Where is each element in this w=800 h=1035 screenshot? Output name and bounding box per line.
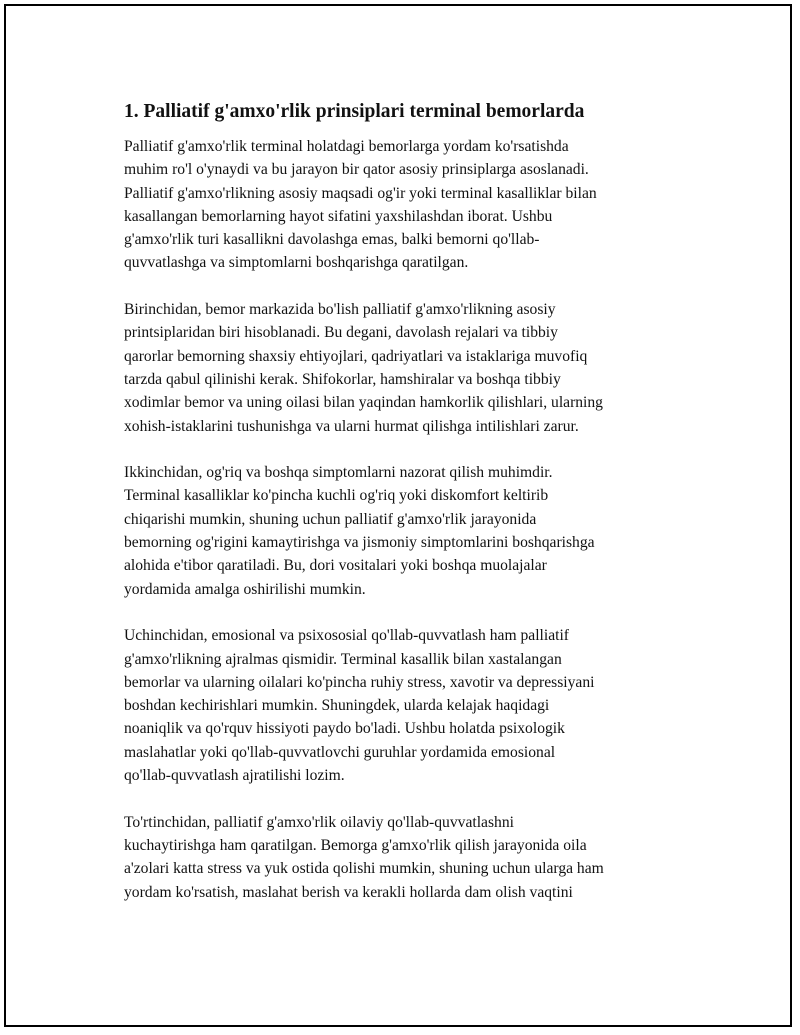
paragraph-first-principle <box>124 298 699 438</box>
text-line: Terminal kasalliklar ko'pincha kuchli og'riq yoki diskomfort keltirib <box>124 487 549 505</box>
text-line: printsiplaridan biri hisoblanadi. Bu degani, davolash rejalari va tibbiy <box>124 324 558 342</box>
text-line: alohida e'tibor qaratiladi. Bu, dori vositalari yoki boshqa muolajalar <box>124 557 547 575</box>
text-line: noaniqlik va qo'rquv hissiyoti paydo bo'ladi. Ushbu holatda psixologik <box>124 720 565 738</box>
text-line: kuchaytirishga ham qaratilgan. Bemorga g'amxo'rlik qilish jarayonida oila <box>124 836 587 854</box>
text-line: To'rtinchidan, palliatif g'amxo'rlik oilaviy qo'llab-quvvatlashni <box>124 813 514 831</box>
section-heading: 1. Palliatif g'amxo'rlik prinsiplari terminal bemorlarda <box>124 101 585 122</box>
text-line: kasallangan bemorlarning hayot sifatini yaxshilashdan iborat. Ushbu <box>124 207 553 225</box>
text-line: Palliatif g'amxo'rlik terminal holatdagi bemorlarga yordam ko'rsatishda <box>124 138 569 155</box>
paragraph-fourth-principle <box>124 811 699 904</box>
text-line: qo'llab-quvvatlash ajratilishi lozim. <box>124 767 345 785</box>
text-line: a'zolari katta stress va yuk ostida qolishi mumkin, shuning uchun ularga ham <box>124 860 604 878</box>
text-line: g'amxo'rlikning ajralmas qismidir. Terminal kasallik bilan xastalangan <box>124 650 562 668</box>
text-line: tarzda qabul qilinishi kerak. Shifokorlar, hamshiralar va boshqa tibbiy <box>124 370 561 388</box>
text-line: muhim ro'l o'ynaydi va bu jarayon bir qator asosiy prinsiplarga asoslanadi. <box>124 161 589 179</box>
text-line: bemorning og'rigini kamaytirishga va jismoniy simptomlarini boshqarishga <box>124 534 595 552</box>
text-line: bemorlar va ularning oilalari ko'pincha ruhiy stress, xavotir va depressiyani <box>124 673 595 691</box>
text-line: g'amxo'rlik turi kasallikni davolashga emas, balki bemorni qo'llab- <box>124 231 540 249</box>
text-line: maslahatlar yoki qo'llab-quvvatlovchi guruhlar yordamida emosional <box>124 743 556 761</box>
text-line: Birinchidan, bemor markazida bo'lish palliatif g'amxo'rlikning asosiy <box>124 301 556 319</box>
text-line: qarorlar bemorning shaxsiy ehtiyojlari, qadriyatlari va istaklariga muvofiq <box>124 347 588 365</box>
text-line: Ikkinchidan, og'riq va boshqa simptomlarni nazorat qilish muhimdir. <box>124 464 553 482</box>
text-line: chiqarishi mumkin, shuning uchun palliatif g'amxo'rlik jarayonida <box>124 510 537 528</box>
paragraph-third-principle <box>124 624 699 787</box>
page-frame <box>4 4 792 1027</box>
paragraph-second-principle <box>124 461 699 601</box>
document-body <box>124 99 699 927</box>
paragraph-intro <box>124 135 699 275</box>
text-line: Palliatif g'amxo'rlikning asosiy maqsadi og'ir yoki terminal kasalliklar bilan <box>124 184 597 202</box>
text-line: xodimlar bemor va uning oilasi bilan yaqindan hamkorlik qilishlari, ularning <box>124 394 603 412</box>
text-line: yordamida amalga oshirilishi mumkin. <box>124 580 366 598</box>
text-line: xohish-istaklarini tushunishga va ularni hurmat qilishga intilishlari zarur. <box>124 417 579 435</box>
text-line: quvvatlashga va simptomlarni boshqarishga qaratilgan. <box>124 254 469 272</box>
text-line: boshdan kechirishlari mumkin. Shuningdek, ularda kelajak haqidagi <box>124 697 550 715</box>
text-line: yordam ko'rsatish, maslahat berish va kerakli hollarda dam olish vaqtini <box>124 883 573 901</box>
text-line: Uchinchidan, emosional va psixososial qo'llab-quvvatlash ham palliatif <box>124 627 569 645</box>
